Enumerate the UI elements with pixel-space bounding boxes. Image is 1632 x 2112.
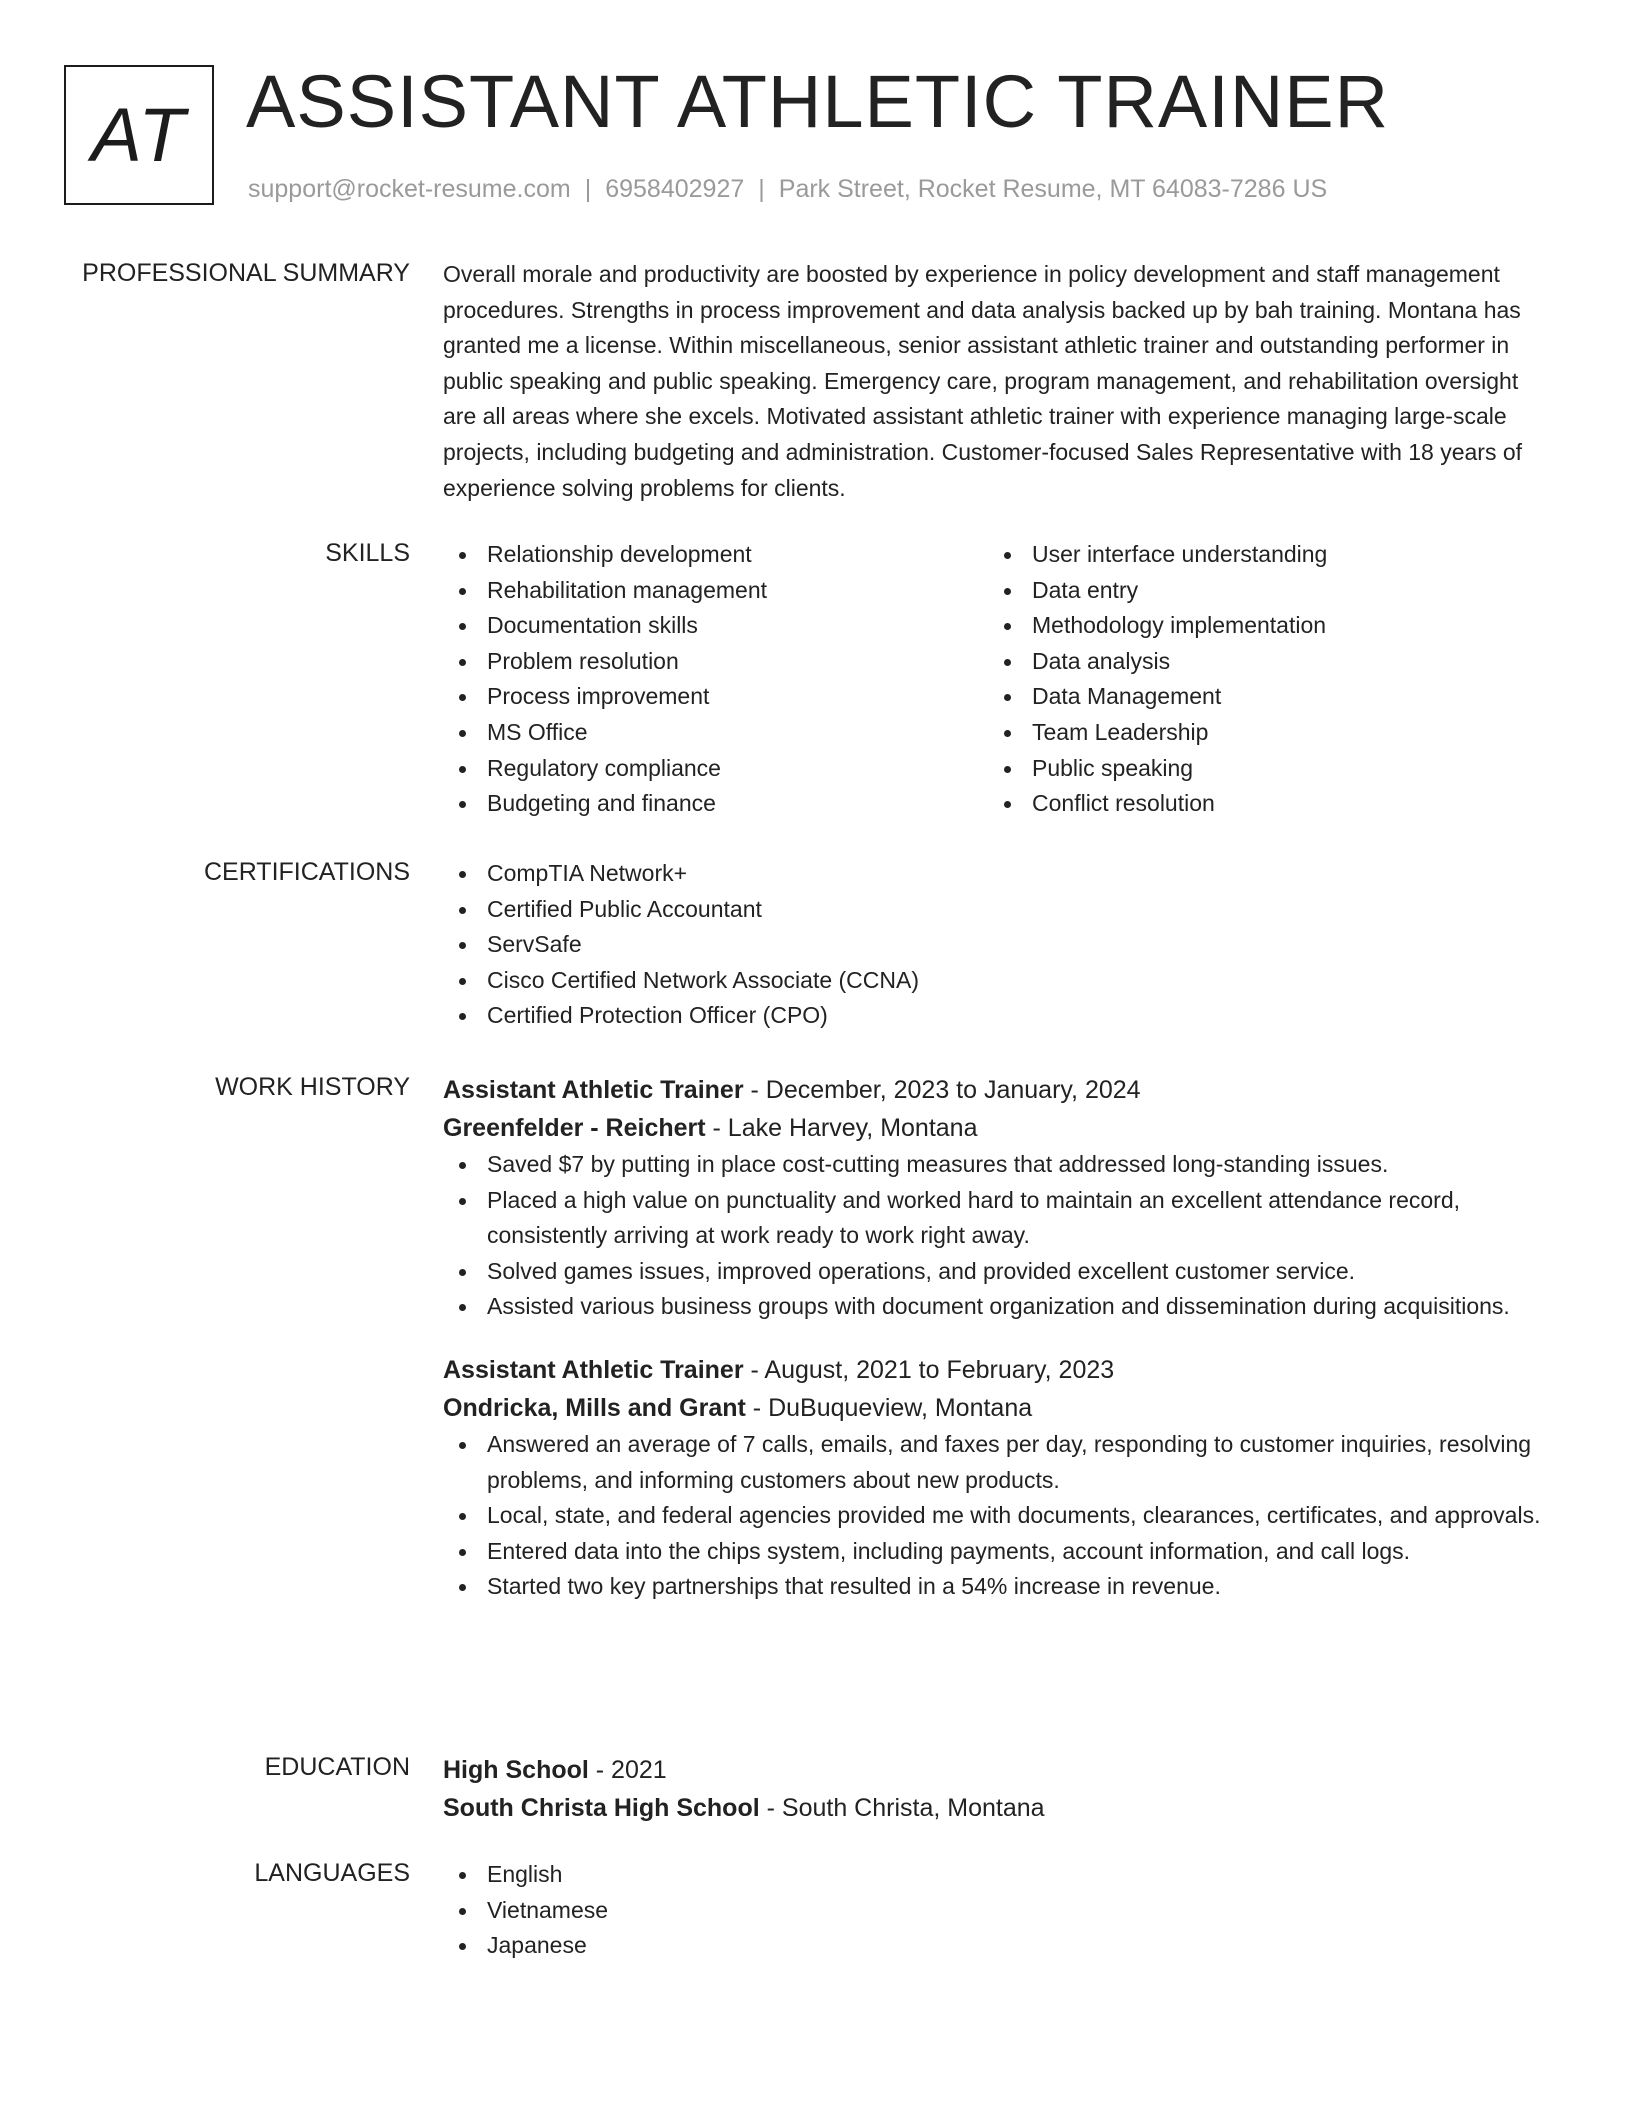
summary-body	[443, 257, 1548, 506]
list-item: Regulatory compliance	[443, 751, 988, 787]
job-duties-list	[443, 1427, 1548, 1605]
languages-list	[443, 1857, 1548, 1964]
list-item: MS Office	[443, 715, 988, 751]
education-school: South Christa High School	[443, 1794, 760, 1822]
work-history-body	[443, 1071, 1548, 1605]
list-item: Solved games issues, improved operations, and provided excellent customer service.	[443, 1254, 1548, 1290]
summary-text: Overall morale and productivity are boosted by experience in policy development and staff management procedures. Strengths in process improvement and data analysis backed up by bah training. Montana has granted me a license. Within miscellaneous, senior assistant athletic trainer and outstanding performer in public speaking and public speaking. Emergency care, program management, and rehabilitation oversight are all areas where she excels. Motivated assistant athletic trainer with experience managing large-scale projects, including budgeting and administration. Customer-focused Sales Representative with 18 years of experience solving problems for clients.	[443, 261, 1523, 501]
list-item: Data analysis	[988, 644, 1533, 680]
list-item: Cisco Certified Network Associate (CCNA)	[443, 963, 1548, 999]
job-location: - Lake Harvey, Montana	[705, 1114, 978, 1142]
list-item: Methodology implementation	[988, 608, 1533, 644]
list-item: Rehabilitation management	[443, 573, 988, 609]
certifications-body	[443, 856, 1548, 1034]
list-item: Started two key partnerships that resulted in a 54% increase in revenue.	[443, 1569, 1548, 1605]
education-degree: High School	[443, 1756, 589, 1784]
list-item: Answered an average of 7 calls, emails, and faxes per day, responding to customer inquiries, resolving problems, and informing customers about new products.	[443, 1427, 1548, 1498]
contact-separator: |	[758, 175, 765, 203]
list-item: Vietnamese	[443, 1893, 1548, 1929]
list-item: CompTIA Network+	[443, 856, 1548, 892]
education-location: - South Christa, Montana	[759, 1794, 1045, 1822]
list-item: Problem resolution	[443, 644, 988, 680]
list-item: Placed a high value on punctuality and worked hard to maintain an excellent attendance record, consistently arriving at work ready to work right away.	[443, 1183, 1548, 1254]
list-item: Budgeting and finance	[443, 786, 988, 822]
languages-body	[443, 1857, 1548, 1964]
contact-phone: 6958402927	[605, 175, 745, 203]
education-school-line	[443, 1789, 1548, 1827]
job-entry	[443, 1351, 1548, 1605]
education-degree-line	[443, 1751, 1548, 1789]
skills-list-left	[443, 537, 988, 822]
job-title: Assistant Athletic Trainer	[443, 1355, 744, 1384]
list-item: Relationship development	[443, 537, 988, 573]
list-item: Entered data into the chips system, including payments, account information, and call logs.	[443, 1534, 1548, 1570]
list-item: Process improvement	[443, 679, 988, 715]
contact-address: Park Street, Rocket Resume, MT 64083-7286 US	[778, 175, 1328, 203]
job-duties-list	[443, 1147, 1548, 1325]
job-company-line	[443, 1389, 1548, 1427]
list-item: Certified Public Accountant	[443, 892, 1548, 928]
list-item: English	[443, 1857, 1548, 1893]
certifications-heading: CERTIFICATIONS	[203, 858, 410, 886]
contact-line	[248, 174, 1327, 204]
contact-email: support@rocket-resume.com	[248, 175, 571, 203]
list-item: User interface understanding	[988, 537, 1533, 573]
job-title: Assistant Athletic Trainer	[443, 1076, 744, 1104]
job-title-line	[443, 1351, 1548, 1389]
job-dates: - December, 2023 to January, 2024	[743, 1076, 1141, 1104]
summary-heading: PROFESSIONAL SUMMARY	[82, 259, 410, 287]
education-year: - 2021	[588, 1756, 667, 1784]
list-item: Local, state, and federal agencies provided me with documents, clearances, certificates, and approvals.	[443, 1498, 1548, 1534]
education-body	[443, 1751, 1548, 1827]
job-company: Ondricka, Mills and Grant	[443, 1393, 746, 1422]
certifications-list	[443, 856, 1548, 1034]
job-entry	[443, 1071, 1548, 1325]
list-item: ServSafe	[443, 927, 1548, 963]
job-location: - DuBuqueview, Montana	[745, 1393, 1033, 1422]
job-company-line	[443, 1109, 1548, 1147]
skills-heading: SKILLS	[325, 539, 410, 567]
list-item: Assisted various business groups with document organization and dissemination during acquisitions.	[443, 1289, 1548, 1325]
skills-grid	[443, 537, 1548, 822]
page-title: ASSISTANT ATHLETIC TRAINER	[246, 60, 1390, 143]
list-item: Saved $7 by putting in place cost-cutting measures that addressed long-standing issues.	[443, 1147, 1548, 1183]
list-item: Data entry	[988, 573, 1533, 609]
list-item: Documentation skills	[443, 608, 988, 644]
monogram-logo: AT	[64, 65, 214, 205]
list-item: Team Leadership	[988, 715, 1533, 751]
list-item: Public speaking	[988, 751, 1533, 787]
job-company: Greenfelder - Reichert	[443, 1114, 706, 1142]
education-heading: EDUCATION	[264, 1753, 410, 1781]
languages-heading: LANGUAGES	[254, 1859, 410, 1887]
list-item: Conflict resolution	[988, 786, 1533, 822]
list-item: Data Management	[988, 679, 1533, 715]
list-item: Japanese	[443, 1928, 1548, 1964]
job-title-line	[443, 1071, 1548, 1109]
contact-separator: |	[584, 175, 592, 203]
job-dates: - August, 2021 to February, 2023	[743, 1355, 1115, 1384]
skills-list-right	[988, 537, 1533, 822]
work-history-heading: WORK HISTORY	[215, 1073, 410, 1101]
list-item: Certified Protection Officer (CPO)	[443, 998, 1548, 1034]
